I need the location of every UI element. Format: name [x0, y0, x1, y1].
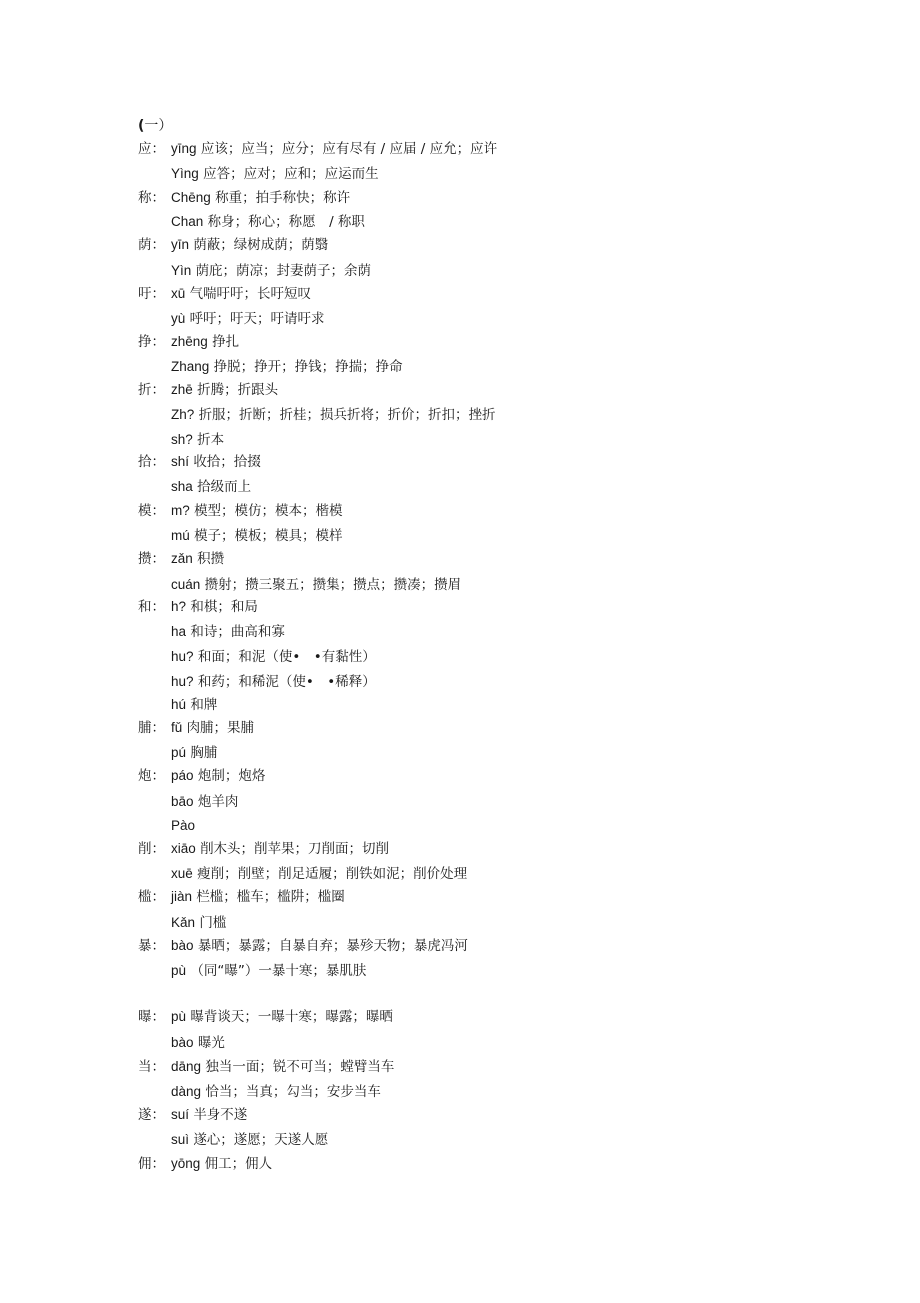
entry-pinyin: Yìng [171, 166, 199, 181]
entry-pinyin: dàng [171, 1084, 202, 1099]
entry-pinyin: sh? [171, 432, 193, 447]
entry-line [171, 431, 224, 449]
entry-character: 遂： [138, 1107, 165, 1123]
entry-pinyin: Chēng [171, 190, 211, 205]
entry-pinyin: zhē [171, 382, 193, 397]
entry-words: 曝背谈天；一曝十寒；曝露；曝晒 [190, 1009, 393, 1025]
entry-words: 折腾；折跟头 [197, 382, 279, 398]
entry-pinyin: hu? [171, 674, 194, 689]
entry-character: 佣： [138, 1156, 165, 1172]
entry-pinyin: suí [171, 1107, 190, 1122]
entry-words: 攒射；攒三聚五；攒集；攒点；攒凑；攒眉 [204, 577, 462, 593]
entry-words: 暴晒；暴露；自暴自弃；暴殄天物；暴虎冯河 [197, 938, 468, 954]
entry-pinyin: hu? [171, 649, 194, 664]
entry-line [171, 1034, 225, 1052]
entry-pinyin: cuán [171, 577, 201, 592]
entry-pinyin: yīng [171, 141, 197, 156]
entry-line [138, 381, 278, 399]
entry-words: 模子；模板；模具；模样 [194, 528, 343, 544]
entry-line [171, 648, 376, 666]
entry-pinyin: dāng [171, 1059, 202, 1074]
entry-character: 拾： [138, 454, 165, 470]
entry-pinyin: xuē [171, 866, 193, 881]
entry-words: 称重；拍手称快；称许 [215, 190, 351, 206]
entry-pinyin: jiàn [171, 889, 193, 904]
entry-words: 呼吁；吁天；吁请吁求 [189, 311, 325, 327]
entry-line [138, 1058, 394, 1076]
entry-words: 称身；称心；称愿 / 称职 [207, 214, 365, 230]
entry-words: 肉脯；果脯 [186, 720, 255, 736]
entry-line [171, 793, 238, 811]
entry-words: 半身不遂 [193, 1107, 248, 1123]
entry-character: 槛： [138, 889, 165, 905]
entry-pinyin: Kǎn [171, 915, 196, 930]
entry-words: 削木头；削苹果；刀削面；切削 [200, 841, 390, 857]
entry-pinyin: suì [171, 1132, 190, 1147]
entry-pinyin: bào [171, 1035, 194, 1050]
entry-words: 独当一面；锐不可当；螳臂当车 [205, 1059, 395, 1075]
entry-words: 模型；模仿；模本；楷模 [194, 503, 343, 519]
entry-words: 应答；应对；应和；应运而生 [203, 166, 379, 182]
entry-line [138, 767, 265, 785]
entry-line [138, 550, 224, 568]
entry-character: 炮： [138, 768, 165, 784]
entry-character: 挣： [138, 334, 165, 350]
entry-character: 当： [138, 1059, 165, 1075]
entry-line [171, 213, 365, 231]
entry-pinyin: páo [171, 768, 194, 783]
entry-line [171, 1083, 381, 1101]
entry-pinyin: sha [171, 479, 193, 494]
entry-line [171, 962, 366, 980]
entry-line [138, 1155, 272, 1173]
entry-pinyin: h? [171, 599, 187, 614]
entry-line [138, 937, 468, 955]
entry-words: 荫蔽；绿树成荫；荫翳 [193, 237, 329, 253]
entry-line [171, 673, 376, 691]
entry-words: 荫庇；荫凉；封妻荫子；余荫 [195, 263, 372, 279]
entry-pinyin: Pào [171, 818, 196, 833]
entry-words: 折服；折断；折桂；损兵折将；折价；折扣；挫折 [198, 407, 496, 423]
entry-words: 收拾；拾掇 [193, 454, 261, 470]
entry-line [171, 527, 343, 545]
entry-line [138, 1008, 393, 1026]
entry-character: 削： [138, 841, 165, 857]
entry-character: 折： [138, 382, 165, 398]
entry-pinyin: zǎn [171, 551, 193, 566]
entry-words: 应该；应当；应分；应有尽有 / 应届 / 应允；应许 [200, 141, 498, 157]
entry-line [138, 236, 328, 254]
entry-pinyin: pú [171, 745, 187, 760]
entry-character: 荫： [138, 237, 165, 253]
entry-pinyin: xiāo [171, 841, 196, 856]
entry-pinyin: m? [171, 503, 190, 518]
entry-words: 遂心；遂愿；天遂人愿 [193, 1132, 329, 1148]
entry-pinyin: fǔ [171, 720, 183, 735]
entry-words: 恰当；当真；勾当；安步当车 [205, 1084, 381, 1100]
entry-words: 门槛 [199, 915, 227, 931]
entry-words: 曝光 [197, 1035, 225, 1051]
entry-line [138, 333, 239, 351]
entry-character: 吁： [138, 286, 165, 302]
entry-character: 应： [138, 141, 165, 157]
entry-line [138, 719, 254, 737]
entry-pinyin: mú [171, 528, 190, 543]
entry-words: 栏槛；槛车；槛阱；槛圈 [196, 889, 345, 905]
entry-character: 称： [138, 190, 165, 206]
entry-pinyin: zhēng [171, 334, 208, 349]
entry-line [171, 165, 379, 183]
entry-words: 和面；和泥（使• •有黏性） [197, 649, 376, 665]
entry-words: （同“曝”）一暴十寒；暴肌肤 [190, 963, 367, 979]
entry-line [171, 1131, 328, 1149]
entry-line [171, 310, 325, 328]
entry-pinyin: Zh? [171, 407, 195, 422]
entry-line [138, 888, 345, 906]
heading-open-paren: ( [138, 118, 145, 134]
entry-words: 炮制；炮烙 [197, 768, 266, 784]
entry-words: 炮羊肉 [197, 794, 239, 810]
entry-words: 气喘吁吁；长吁短叹 [189, 286, 312, 302]
entry-words: 折本 [197, 432, 225, 448]
entry-pinyin: bāo [171, 794, 194, 809]
entry-words: 挣脱；挣开；挣钱；挣揣；挣命 [213, 359, 403, 375]
entry-words: 胸脯 [190, 745, 218, 761]
entry-pinyin: pù [171, 1009, 187, 1024]
entry-words: 和棋；和局 [190, 599, 258, 615]
entry-words: 积攒 [197, 551, 225, 567]
entry-words: 佣工；佣人 [204, 1156, 273, 1172]
entry-line [138, 453, 261, 471]
entry-character: 模： [138, 503, 165, 519]
entry-pinyin: hú [171, 697, 187, 712]
entry-line [138, 1106, 247, 1124]
entry-line [171, 865, 467, 883]
section-heading [138, 117, 172, 135]
entry-line [171, 358, 403, 376]
entry-line [171, 262, 371, 280]
entry-character: 脯： [138, 720, 165, 736]
entry-words: 和牌 [190, 697, 218, 713]
entry-pinyin: Zhang [171, 359, 210, 374]
entry-pinyin: xū [171, 286, 186, 301]
entry-character: 曝： [138, 1009, 165, 1025]
entry-line [171, 817, 195, 835]
entry-line [171, 744, 217, 762]
entry-line [171, 914, 226, 932]
entry-words: 和诗；曲高和寡 [190, 624, 285, 640]
entry-words: 拾级而上 [197, 479, 252, 495]
entry-line [138, 189, 350, 207]
entry-line [138, 140, 497, 158]
entry-pinyin: yōng [171, 1156, 201, 1171]
heading-text: 一） [144, 118, 173, 134]
entry-words: 挣扎 [212, 334, 240, 350]
entry-line [171, 406, 496, 424]
entry-pinyin: Yìn [171, 263, 192, 278]
entry-line [171, 696, 217, 714]
entry-line [171, 478, 251, 496]
entry-line [138, 285, 311, 303]
entry-character: 攒： [138, 551, 165, 567]
entry-words: 瘦削；削壁；削足适履；削铁如泥；削价处理 [197, 866, 468, 882]
entry-pinyin: Chan [171, 214, 204, 229]
entry-character: 暴： [138, 938, 165, 954]
entry-pinyin: pù [171, 963, 187, 978]
entry-pinyin: yù [171, 311, 186, 326]
entry-pinyin: bào [171, 938, 194, 953]
entry-line [138, 598, 258, 616]
entry-character: 和： [138, 599, 165, 615]
entry-line [171, 576, 461, 594]
entry-pinyin: ha [171, 624, 187, 639]
entry-pinyin: shí [171, 454, 190, 469]
entry-line [138, 502, 343, 520]
entry-words: 和药；和稀泥（使• •稀释） [197, 674, 376, 690]
entry-line [138, 840, 389, 858]
entry-pinyin: yīn [171, 237, 190, 252]
entry-line [171, 623, 285, 641]
